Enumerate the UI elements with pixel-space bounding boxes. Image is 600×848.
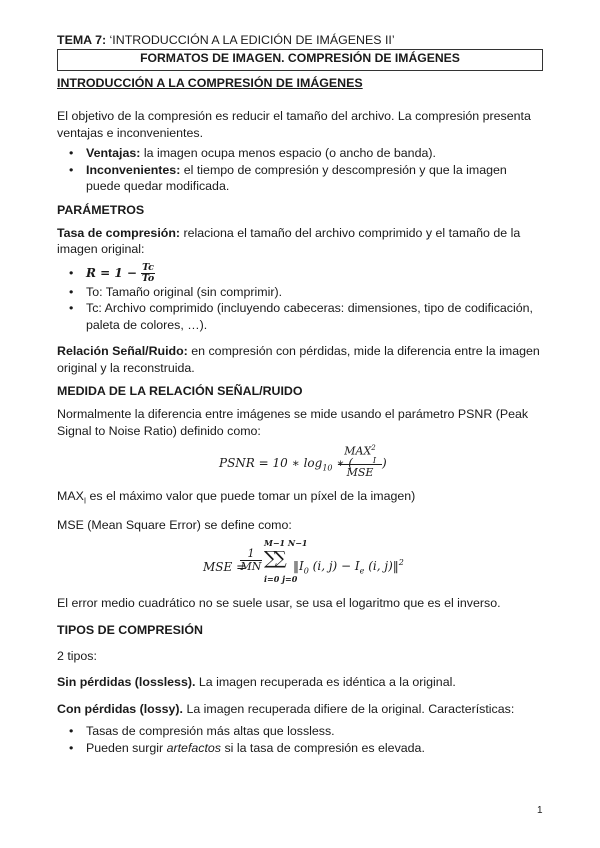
psnr-equation (57, 443, 543, 481)
bullet-text: la imagen ocupa menos espacio (o ancho de banda). (140, 146, 436, 160)
list-item (57, 162, 543, 195)
topic-label: TEMA 7: (57, 33, 107, 47)
topic-header (57, 33, 543, 48)
section-title-box: FORMATOS DE IMAGEN. COMPRESIÓN DE IMÁGENES (57, 49, 543, 71)
tipos-count: 2 tipos: (57, 648, 97, 663)
mse-denominator: MN (240, 560, 262, 574)
page-number: 1 (537, 805, 543, 816)
list-item (57, 723, 543, 740)
list-item: • To: Tamaño original (sin comprimir). (57, 284, 543, 301)
psnr-numerator (338, 443, 382, 457)
estimate-subscript: e (359, 566, 365, 576)
psnr-fraction (338, 443, 382, 478)
max-definition-text: es el máximo valor que puede tomar un píxel de la imagen) (86, 489, 416, 503)
max-text: MAX (344, 444, 372, 458)
sum-upper-limits: M−1 N−1 (264, 538, 308, 549)
parametros-heading: PARÁMETROS (57, 202, 145, 217)
psnr-mid: ∗ ( (332, 456, 353, 470)
log-base: 10 (322, 463, 333, 473)
mse-fraction (240, 548, 262, 573)
sin-perdidas-label: Sin pérdidas (lossless). (57, 675, 196, 690)
bullet-italic: artefactos (166, 740, 222, 755)
fraction (141, 263, 155, 284)
original-subscript: 0 (303, 566, 309, 576)
con-perdidas (57, 701, 543, 718)
mse-exponent: 2 (398, 558, 404, 568)
max-term-subscript: I (83, 496, 87, 506)
mse-intro: MSE (Mean Square Error) se define como: (57, 517, 292, 532)
mse-body-a: ‖I (293, 559, 304, 574)
compression-ratio-formula (86, 261, 155, 284)
document-page (57, 33, 543, 756)
medida-paragraph: Normalmente la diferencia entre imágenes se mide usando el parámetro PSNR (Peak Signal to Noise Ratio) definido como: (57, 407, 529, 438)
parametros-bullet-list (57, 262, 543, 334)
relacion-paragraph (57, 343, 543, 376)
bullet-label: Inconvenientes: (86, 162, 181, 177)
tipos-bullet-list (57, 723, 543, 756)
max-subscript: I (372, 455, 376, 465)
mse-equation (57, 538, 543, 588)
list-item (57, 740, 543, 757)
tipos-heading: TIPOS DE COMPRESIÓN (57, 622, 203, 637)
medida-heading: MEDIDA DE LA RELACIÓN SEÑAL/RUIDO (57, 384, 303, 398)
mse-body (293, 558, 404, 575)
max-term: MAX (57, 489, 84, 503)
intro-heading: INTRODUCCIÓN A LA COMPRESIÓN DE IMÁGENES (57, 76, 363, 90)
bullet-text: el tiempo de compresión y descompresión y que la imagen puede quedar modificada. (86, 162, 507, 193)
intro-bullet-list (57, 145, 543, 195)
list-item: • Tc: Archivo comprimido (incluyendo cabeceras: dimensiones, tipo de codificación, paleta de colores, …). (57, 300, 543, 333)
psnr-denominator: MSE (338, 464, 382, 478)
sin-perdidas-text: La imagen recuperada es idéntica a la original. (195, 675, 456, 690)
sum-lower-limits: i=0 j=0 (264, 574, 298, 585)
psnr-close-paren: ) (382, 456, 387, 470)
bullet-text: Pueden surgir (86, 740, 167, 755)
psnr-lhs (219, 456, 353, 472)
relacion-text: en compresión con pérdidas, mide la diferencia entre la imagen original y la reconstruida. (57, 344, 540, 375)
sin-perdidas (57, 674, 543, 691)
topic-title: ‘INTRODUCCIÓN A LA EDICIÓN DE IMÁGENES II’ (106, 33, 395, 47)
fraction-denominator: To (141, 272, 155, 284)
mse-body-b: (i, j) − I (312, 559, 360, 574)
list-item (57, 145, 543, 162)
formula-item (57, 262, 543, 284)
mse-lhs: MSE = (203, 560, 247, 575)
con-perdidas-label: Con pérdidas (lossy). (57, 701, 183, 716)
mse-numerator: 1 (240, 548, 262, 561)
tasa-text: relaciona el tamaño del archivo comprimido y el tamaño de la imagen original: (57, 225, 521, 256)
bullet-text-end: si la tasa de compresión es elevada. (221, 740, 425, 755)
con-perdidas-text: La imagen recuperada difiere de la original. Características: (183, 701, 515, 716)
tasa-paragraph (57, 225, 543, 258)
intro-paragraph: El objetivo de la compresión es reducir el tamaño del archivo. La compresión presenta ventajas e inconvenientes. (57, 109, 531, 140)
max-exponent: 2 (371, 444, 376, 452)
bullet-label: Ventajas: (86, 146, 141, 160)
relacion-label: Relación Señal/Ruido: (57, 344, 188, 358)
formula-lhs: R = 1 − (86, 265, 137, 280)
psnr-lhs-text: PSNR = 10 ∗ log (219, 456, 323, 470)
max-definition (57, 488, 543, 510)
mse-closing: El error medio cuadrático no se suele usar, se usa el logaritmo que es el inverso. (57, 596, 501, 611)
bullet-text: Tasas de compresión más altas que lossless. (86, 724, 335, 739)
mse-body-c: (i, j)‖ (368, 559, 399, 574)
fraction-numerator: Tc (142, 261, 154, 273)
sum-symbols: ∑∑ (264, 548, 284, 570)
tasa-label: Tasa de compresión: (57, 225, 181, 240)
